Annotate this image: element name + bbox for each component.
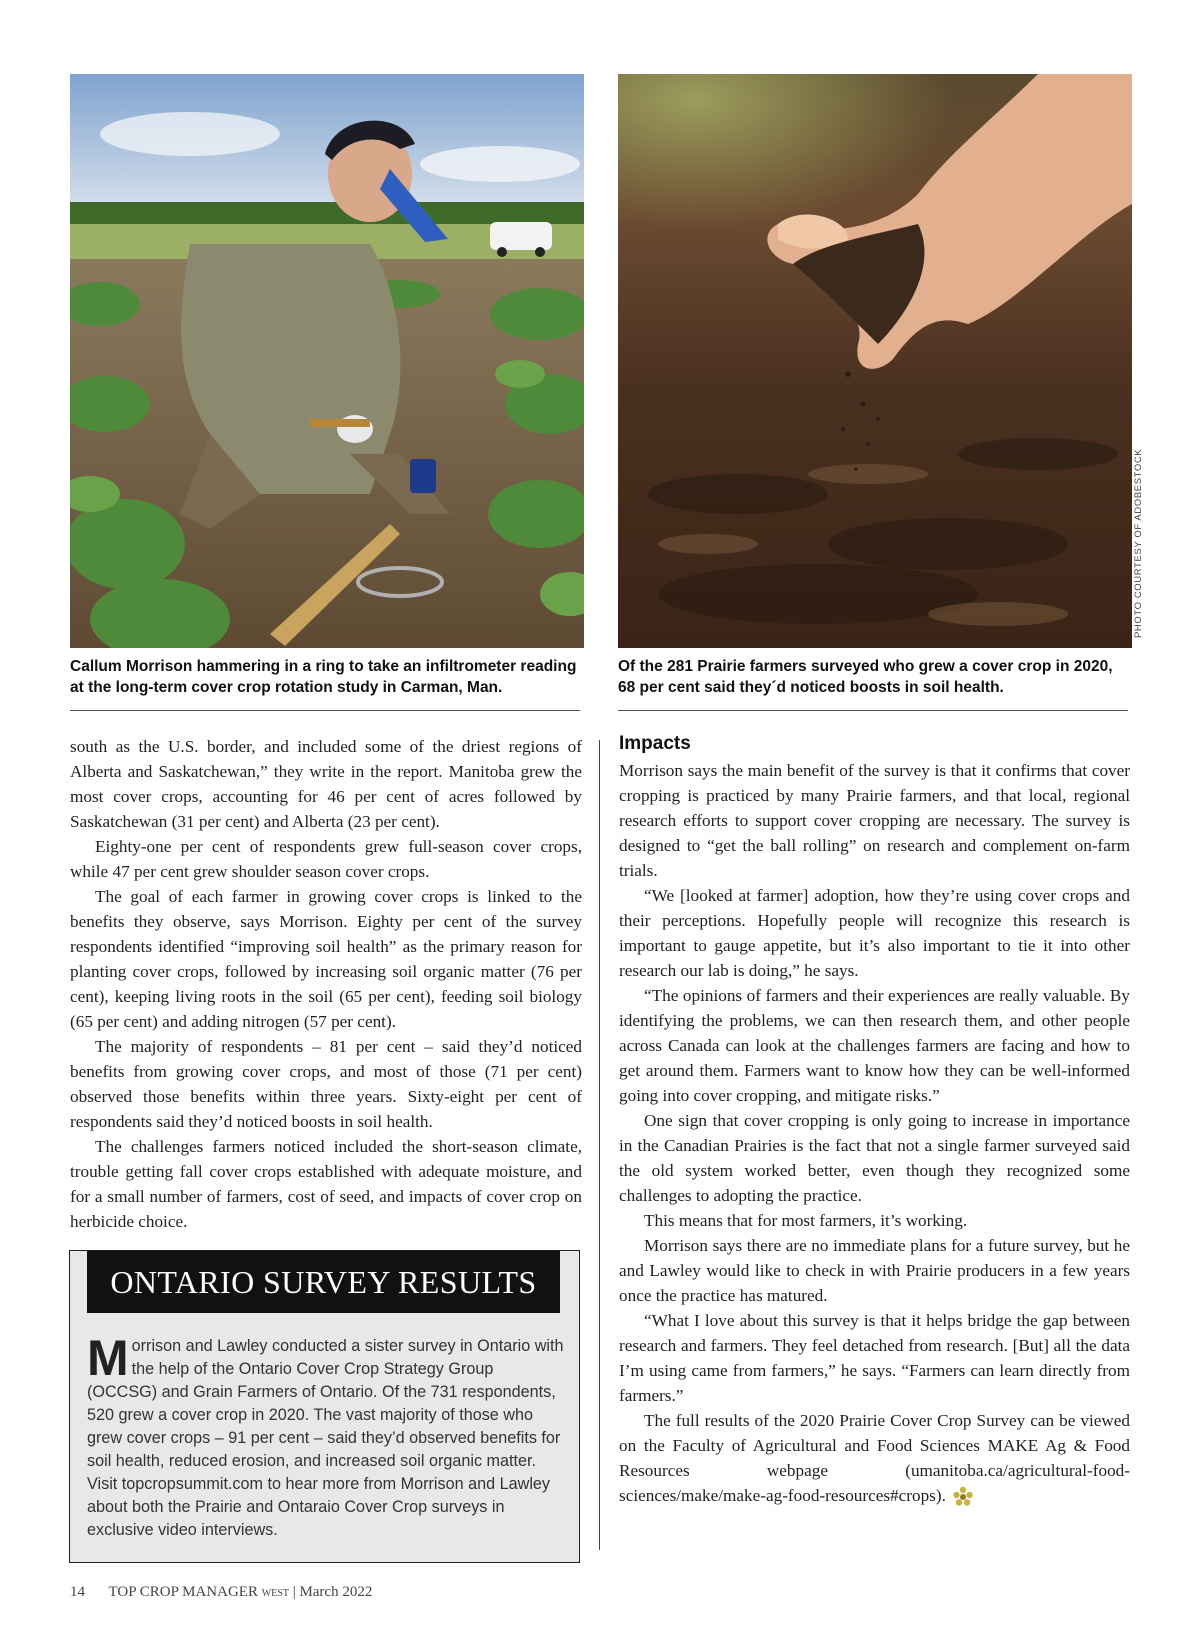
page-number: 14 [70,1584,85,1600]
drop-cap: M [87,1330,129,1386]
paragraph-text: The full results of the 2020 Prairie Cover Crop Survey can be viewed on the Faculty of Agricultural and Food Sciences MAKE Ag & Food Resources webpage (umanitoba.ca/agricultural-food-sciences/make/make-ag-food-resources#crops). [619,1411,1130,1505]
caption-left: Callum Morrison hammering in a ring to take an infiltrometer reading at the long-term cover crop rotation study in Carman, Man. [70,658,577,696]
photo-hand-soil [618,74,1132,648]
edition-label: WEST [261,1588,289,1599]
soil-photo-illustration [618,74,1132,648]
right-column [619,731,1130,1508]
column-divider [599,740,600,1550]
photo-farmer-infiltrometer [70,74,584,648]
sidebar-body [87,1330,565,1542]
caption-rule-left [70,710,580,711]
sidebar-title: ONTARIO SURVEY RESULTS [87,1251,560,1313]
caption-rule-right [618,710,1128,711]
sidebar-text: orrison and Lawley conducted a sister survey in Ontario with the help of the Ontario Cover Crop Strategy Group (OCCSG) and Grain Farmers of Ontario. Of the 731 respondents, 520 grew a cover crop in 2020. The vast majority of those who grew cover crops – 91 per cent – said they’d observed benefits for soil health, reduced erosion, and increased soil organic matter. Visit topcropsummit.com to hear more from Morrison and Lawley about both the Prairie and Ontaraio Cover Crop surveys in exclusive video interviews. [87,1337,564,1539]
paragraph: “The opinions of farmers and their experiences are really valuable. By identifying the problems, we can then research them, and other people across Canada can look at the challenges farmers are facing and how to get around them. Farmers want to know how they can be well-informed going into cover cropping, and mitigate risks.” [619,986,1130,1105]
ontario-survey-sidebar [69,1250,580,1563]
paragraph: “What I love about this survey is that it helps bridge the gap between research and farmers. They feel detached from research. [But] all the data I’m using came from farmers,” he says. “Farmers can learn directly from farmers.” [619,1311,1130,1405]
page-footer [70,1584,372,1601]
paragraph: One sign that cover cropping is only going to increase in importance in the Canadian Prairies is the fact that not a single farmer surveyed said the old system worked better, even though they recognized some challenges to adopting the practice. [619,1111,1130,1205]
paragraph: “We [looked at farmer] adoption, how they’re using cover crops and their perceptions. Hopefully people will recognize this research is important to gauge appetite, but it’s also important to tie it into other research our lab is doing,” he says. [619,886,1130,980]
paragraph: south as the U.S. border, and included some of the driest regions of Alberta and Saskatchewan,” they write in the report. Manitoba grew the most cover crops, accounting for 46 per cent of acres followed by Saskatchewan (31 per cent) and Alberta (23 per cent). [70,737,582,831]
issue-date: | March 2022 [292,1584,373,1600]
farmer-photo-illustration [70,74,584,648]
paragraph: The goal of each farmer in growing cover crops is linked to the benefits they observe, says Morrison. Eighty per cent of the survey respondents identified “improving soil health” as the primary reason for planting cover crops, followed by increasing soil organic matter (76 per cent), keeping living roots in the soil (65 per cent), feeding soil biology (65 per cent) and adding nitrogen (57 per cent). [70,887,582,1031]
paragraph: The challenges farmers noticed included the short-season climate, trouble getting fall cover crops established with adequate moisture, and for a small number of farmers, cost of seed, and impacts of cover crop on herbicide choice. [70,1137,582,1231]
magazine-name: TOP CROP MANAGER [108,1584,258,1600]
paragraph: This means that for most farmers, it’s working. [644,1211,968,1230]
photo-credit: PHOTO COURTESY OF ADOBESTOCK [1133,448,1144,638]
section-heading: Impacts [619,733,691,754]
paragraph: Eighty-one per cent of respondents grew full-season cover crops, while 47 per cent grew shoulder season cover crops. [70,837,582,881]
end-of-article-icon [952,1486,974,1508]
caption-right: Of the 281 Prairie farmers surveyed who grew a cover crop in 2020, 68 per cent said they´d noticed boosts in soil health. [618,658,1113,696]
paragraph: Morrison says there are no immediate plans for a future survey, but he and Lawley would like to check in with Prairie producers in a few years once the practice has matured. [619,1236,1130,1305]
paragraph: Morrison says the main benefit of the survey is that it confirms that cover cropping is practiced by many Prairie farmers, and that local, regional research efforts to support cover cropping are necessary. The survey is designed to “get the ball rolling” on research and complement on-farm trials. [619,761,1130,880]
left-column [70,734,582,1234]
paragraph-last [619,1408,1130,1508]
paragraph: The majority of respondents – 81 per cent – said they’d noticed benefits from growing cover crops, and most of those (71 per cent) observed those benefits within three years. Sixty-eight per cent of respondents said they’d noticed boosts in soil health. [70,1037,582,1131]
